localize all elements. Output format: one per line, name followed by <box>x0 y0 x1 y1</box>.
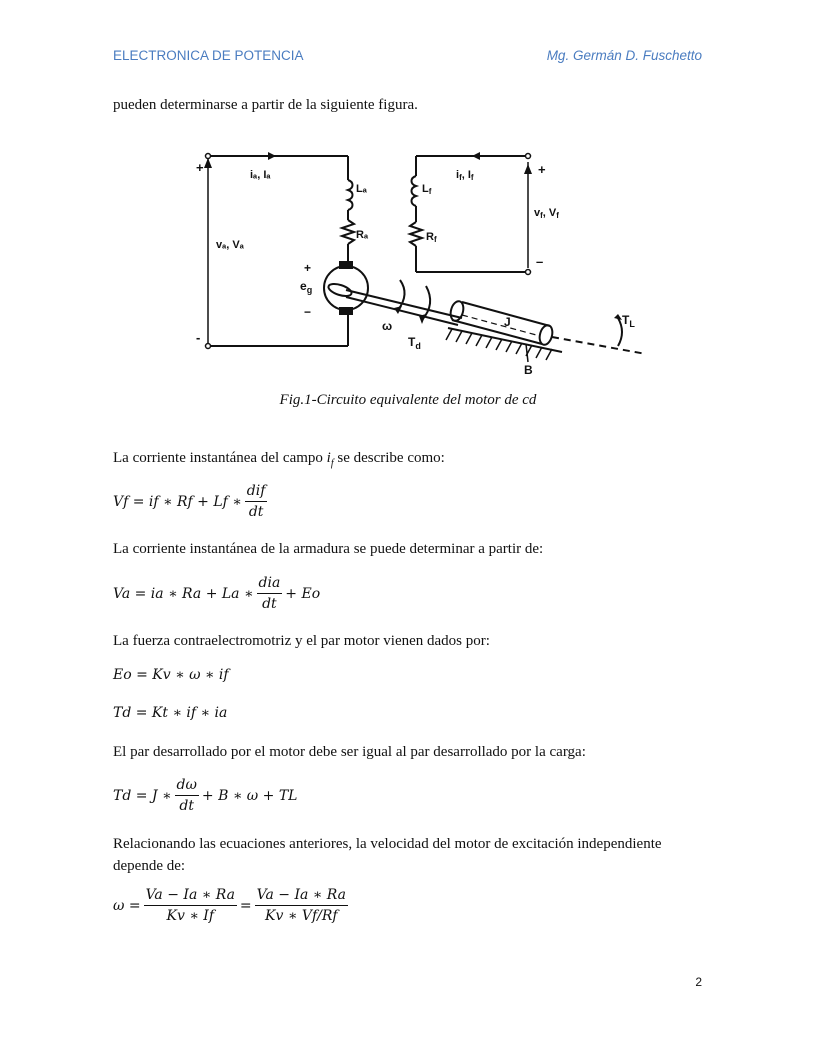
label-va: vₐ, Vₐ <box>216 239 244 251</box>
svg-text:+: + <box>196 160 204 175</box>
label-tl: $T_L$ <box>622 313 635 329</box>
label-if: if, If <box>456 169 474 182</box>
equation-torque: Td = Kt ∗ if ∗ ia <box>113 705 228 721</box>
equation-back-emf: Eo = Kv ∗ ω ∗ if <box>113 667 229 683</box>
brush-top <box>340 262 352 268</box>
figure-caption: Fig.1-Circuito equivalente del motor de cd <box>279 392 537 408</box>
label-la: Lₐ <box>356 183 367 195</box>
paragraph-speed: Relacionando las ecuaciones anteriores, la velocidad del motor de excitación independiente depende de: <box>113 836 662 874</box>
label-omega: ω <box>382 319 393 333</box>
resistor-rf <box>410 222 422 246</box>
omega-arrow <box>398 280 405 310</box>
label-td: $T_d$ <box>408 335 421 351</box>
page-number: 2 <box>695 975 702 989</box>
paragraph-back-emf: La fuerza contraelectromotriz y el par motor vienen dados por: <box>113 633 490 649</box>
label-j: J <box>504 315 511 329</box>
equation-field: Vf = if ∗ Rf + Lf ∗ $\frac{\text{dif}}{dt}$ <box>113 483 266 520</box>
equation-torque-balance: Td = J ∗ $\frac{d\omega}{dt}$ + B ∗ ω + TL <box>113 777 298 814</box>
paragraph-load-torque: El par desarrollado por el motor debe ser igual al par desarrollado por la carga: <box>113 744 586 760</box>
friction-base <box>448 328 562 352</box>
label-b: B <box>524 363 533 377</box>
paragraph-armature-current: La corriente instantánea de la armadura se puede determinar a partir de: <box>113 541 544 557</box>
axis-dashed <box>552 337 646 354</box>
equation-armature: Va = ia ∗ Ra + La ∗ $\frac{\text{dia}}{dt}$ + Eo <box>113 575 321 612</box>
svg-text:+: + <box>304 261 312 275</box>
brush-bottom <box>340 308 352 314</box>
arrow-va <box>204 158 212 168</box>
label-vf: vf, Vf <box>534 207 559 220</box>
resistor-ra <box>342 220 354 244</box>
arrow-ia <box>268 152 276 160</box>
load-cylinder <box>452 302 550 344</box>
label-ra: Rₐ <box>356 229 369 241</box>
header-author: Mg. Germán D. Fuschetto <box>546 48 702 63</box>
arrow-if <box>472 152 480 160</box>
label-eg: $e_g$ <box>300 279 313 295</box>
svg-text:−: − <box>304 305 312 319</box>
svg-text:+: + <box>538 162 546 177</box>
motor-circuit-figure <box>190 148 660 380</box>
svg-text:–: – <box>536 254 544 269</box>
intro-paragraph: pueden determinarse a partir de la siguiente figura. <box>113 97 418 113</box>
inductor-lf <box>412 176 417 206</box>
label-lf: Lf <box>422 183 432 196</box>
svg-text:-: - <box>196 330 201 345</box>
label-rf: Rf <box>426 231 437 244</box>
inductor-la <box>348 180 353 210</box>
paragraph-field-current: La corriente instantánea del campo $i_f$ se describe como: <box>113 450 445 469</box>
header-title: ELECTRONICA DE POTENCIA <box>113 48 304 63</box>
arrow-vf <box>524 164 532 174</box>
equation-speed: ω = $\frac{Va - Ia ∗ Ra}{Kv ∗ If}$ = $\frac{Va - Ia ∗ Ra}{Kv ∗ Vf/Rf}$ <box>113 887 346 924</box>
label-ia: iₐ, Iₐ <box>250 169 271 181</box>
